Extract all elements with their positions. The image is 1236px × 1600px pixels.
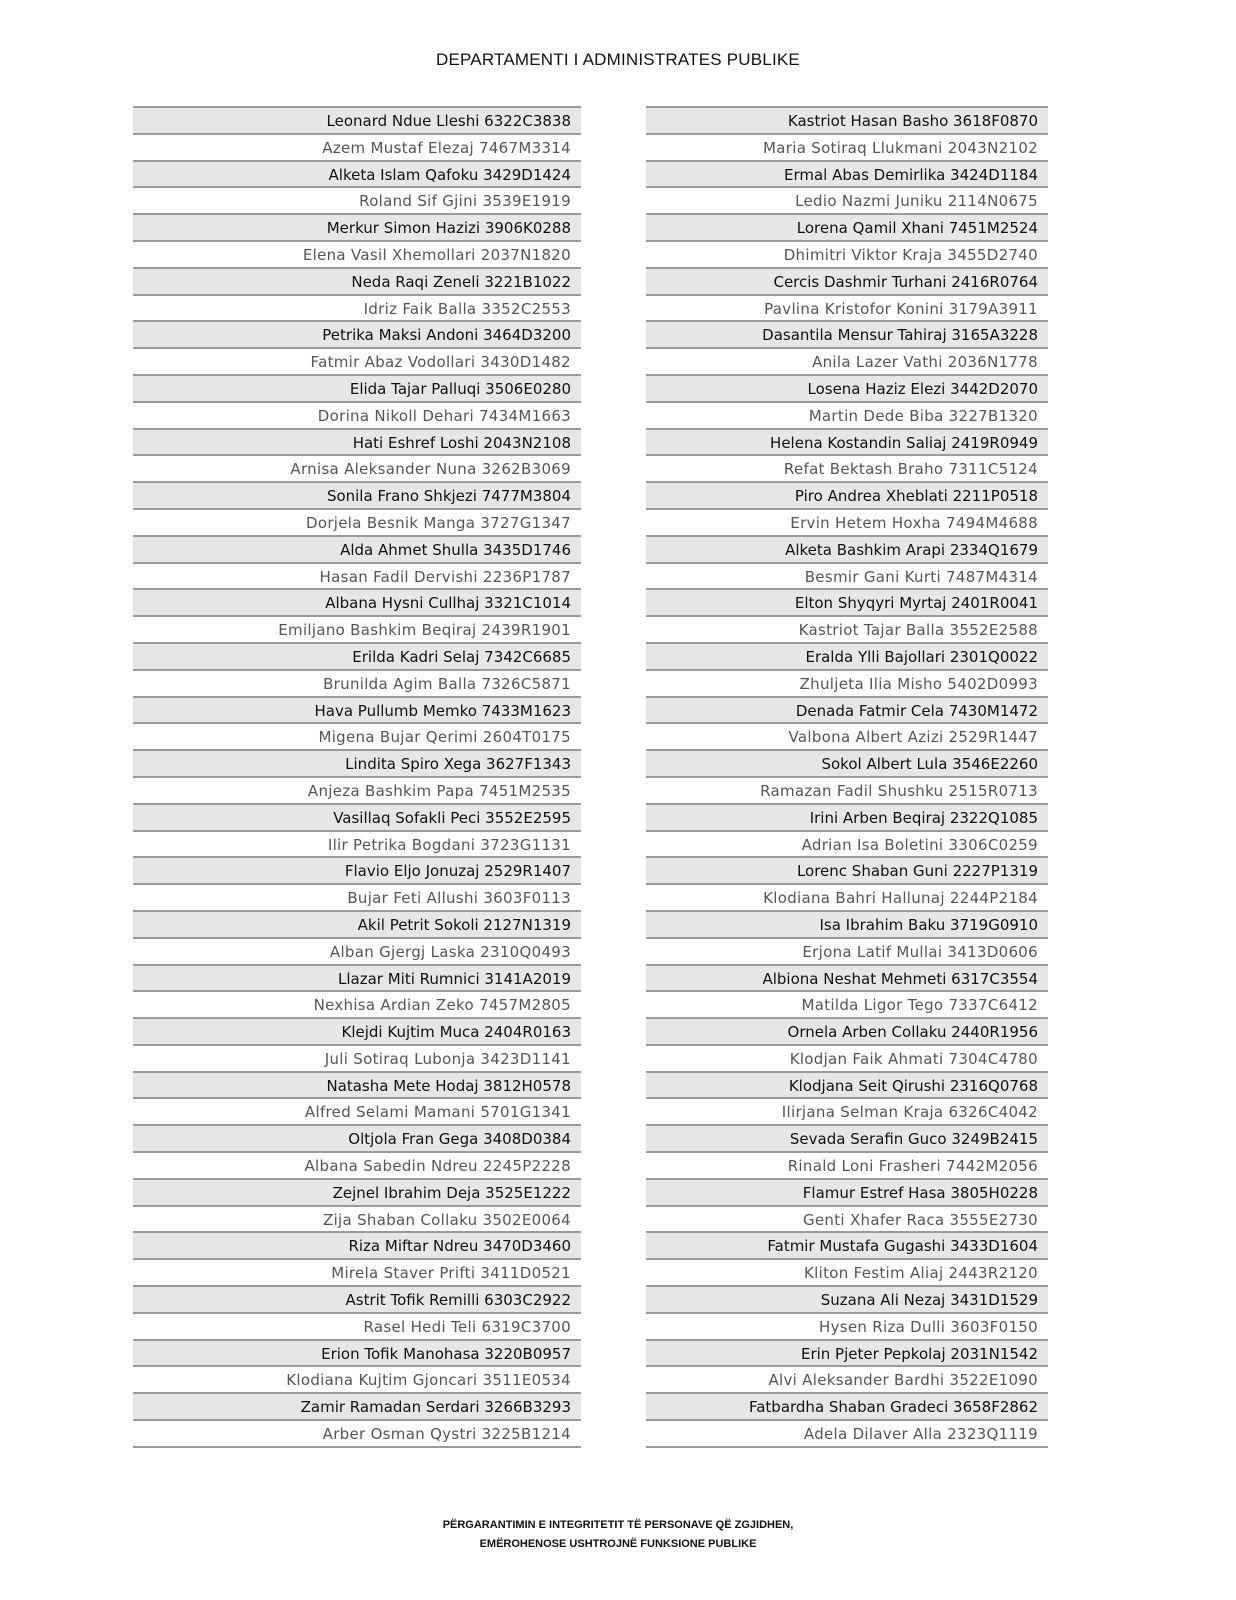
list-item: Alketa Bashkim Arapi 2334Q1679 (646, 537, 1048, 564)
list-item: Mirela Staver Prifti 3411D0521 (133, 1260, 581, 1287)
list-item: Hati Eshref Loshi 2043N2108 (133, 430, 581, 457)
list-item: Ervin Hetem Hoxha 7494M4688 (646, 510, 1048, 537)
list-item: Fatmir Mustafa Gugashi 3433D1604 (646, 1233, 1048, 1260)
list-item: Ermal Abas Demirlika 3424D1184 (646, 162, 1048, 189)
list-item: Eralda Ylli Bajollari 2301Q0022 (646, 644, 1048, 671)
list-item: Ledio Nazmi Juniku 2114N0675 (646, 188, 1048, 215)
list-item: Riza Miftar Ndreu 3470D3460 (133, 1233, 581, 1260)
list-item: Klejdi Kujtim Muca 2404R0163 (133, 1019, 581, 1046)
list-item: Hysen Riza Dulli 3603F0150 (646, 1314, 1048, 1341)
list-item: Alfred Selami Mamani 5701G1341 (133, 1099, 581, 1126)
list-item: Anjeza Bashkim Papa 7451M2535 (133, 778, 581, 805)
list-item: Sevada Serafin Guco 3249B2415 (646, 1126, 1048, 1153)
list-item: Sokol Albert Lula 3546E2260 (646, 751, 1048, 778)
list-item: Lorenc Shaban Guni 2227P1319 (646, 858, 1048, 885)
list-item: Erjona Latif Mullai 3413D0606 (646, 939, 1048, 966)
list-item: Piro Andrea Xheblati 2211P0518 (646, 483, 1048, 510)
list-item: Klodjana Seit Qirushi 2316Q0768 (646, 1073, 1048, 1100)
list-item: Alban Gjergj Laska 2310Q0493 (133, 939, 581, 966)
list-item: Bujar Feti Allushi 3603F0113 (133, 885, 581, 912)
list-item: Kastriot Hasan Basho 3618F0870 (646, 108, 1048, 135)
list-item: Roland Sif Gjini 3539E1919 (133, 188, 581, 215)
list-item: Lorena Qamil Xhani 7451M2524 (646, 215, 1048, 242)
list-item: Klodiana Bahri Hallunaj 2244P2184 (646, 885, 1048, 912)
list-item: Rasel Hedi Teli 6319C3700 (133, 1314, 581, 1341)
list-item: Erion Tofik Manohasa 3220B0957 (133, 1341, 581, 1368)
list-item: Sonila Frano Shkjezi 7477M3804 (133, 483, 581, 510)
list-item: Zamir Ramadan Serdari 3266B3293 (133, 1394, 581, 1421)
list-item: Adela Dilaver Alla 2323Q1119 (646, 1421, 1048, 1448)
list-item: Llazar Miti Rumnici 3141A2019 (133, 966, 581, 993)
list-item: Lindita Spiro Xega 3627F1343 (133, 751, 581, 778)
list-item: Suzana Ali Nezaj 3431D1529 (646, 1287, 1048, 1314)
list-item: Besmir Gani Kurti 7487M4314 (646, 564, 1048, 591)
list-item: Arnisa Aleksander Nuna 3262B3069 (133, 456, 581, 483)
list-item: Ilirjana Selman Kraja 6326C4042 (646, 1099, 1048, 1126)
list-item: Pavlina Kristofor Konini 3179A3911 (646, 296, 1048, 323)
list-item: Alvi Aleksander Bardhi 3522E1090 (646, 1367, 1048, 1394)
list-item: Dasantila Mensur Tahiraj 3165A3228 (646, 322, 1048, 349)
list-item: Albana Hysni Cullhaj 3321C1014 (133, 590, 581, 617)
page-title: DEPARTAMENTI I ADMINISTRATES PUBLIKE (436, 50, 800, 69)
list-item: Matilda Ligor Tego 7337C6412 (646, 992, 1048, 1019)
list-item: Helena Kostandin Saliaj 2419R0949 (646, 430, 1048, 457)
list-item: Vasillaq Sofakli Peci 3552E2595 (133, 805, 581, 832)
list-item: Alketa Islam Qafoku 3429D1424 (133, 162, 581, 189)
list-item: Natasha Mete Hodaj 3812H0578 (133, 1073, 581, 1100)
list-item: Zhuljeta Ilia Misho 5402D0993 (646, 671, 1048, 698)
footer (0, 1516, 1236, 1554)
list-item: Fatmir Abaz Vodollari 3430D1482 (133, 349, 581, 376)
list-item: Martin Dede Biba 3227B1320 (646, 403, 1048, 430)
list-item: Neda Raqi Zeneli 3221B1022 (133, 269, 581, 296)
list-item: Migena Bujar Qerimi 2604T0175 (133, 724, 581, 751)
list-item: Losena Haziz Elezi 3442D2070 (646, 376, 1048, 403)
list-item: Dorjela Besnik Manga 3727G1347 (133, 510, 581, 537)
list-item: Elida Tajar Palluqi 3506E0280 (133, 376, 581, 403)
list-item: Merkur Simon Hazizi 3906K0288 (133, 215, 581, 242)
list-item: Ramazan Fadil Shushku 2515R0713 (646, 778, 1048, 805)
list-item: Adrian Isa Boletini 3306C0259 (646, 832, 1048, 859)
list-item: Anila Lazer Vathi 2036N1778 (646, 349, 1048, 376)
list-item: Flavio Eljo Jonuzaj 2529R1407 (133, 858, 581, 885)
list-item: Valbona Albert Azizi 2529R1447 (646, 724, 1048, 751)
list-item: Ilir Petrika Bogdani 3723G1131 (133, 832, 581, 859)
list-item: Cercis Dashmir Turhani 2416R0764 (646, 269, 1048, 296)
list-item: Azem Mustaf Elezaj 7467M3314 (133, 135, 581, 162)
list-item: Zejnel Ibrahim Deja 3525E1222 (133, 1180, 581, 1207)
list-item: Genti Xhafer Raca 3555E2730 (646, 1207, 1048, 1234)
list-item: Erin Pjeter Pepkolaj 2031N1542 (646, 1341, 1048, 1368)
list-item: Fatbardha Shaban Gradeci 3658F2862 (646, 1394, 1048, 1421)
list-item: Denada Fatmir Cela 7430M1472 (646, 698, 1048, 725)
list-item: Refat Bektash Braho 7311C5124 (646, 456, 1048, 483)
right-name-list (646, 106, 1048, 1448)
list-item: Ornela Arben Collaku 2440R1956 (646, 1019, 1048, 1046)
list-item: Kliton Festim Aliaj 2443R2120 (646, 1260, 1048, 1287)
list-item: Arber Osman Qystri 3225B1214 (133, 1421, 581, 1448)
list-item: Flamur Estref Hasa 3805H0228 (646, 1180, 1048, 1207)
list-item: Klodjan Faik Ahmati 7304C4780 (646, 1046, 1048, 1073)
list-item: Elena Vasil Xhemollari 2037N1820 (133, 242, 581, 269)
list-item: Nexhisa Ardian Zeko 7457M2805 (133, 992, 581, 1019)
list-item: Klodiana Kujtim Gjoncari 3511E0534 (133, 1367, 581, 1394)
list-item: Rinald Loni Frasheri 7442M2056 (646, 1153, 1048, 1180)
list-item: Maria Sotiraq Llukmani 2043N2102 (646, 135, 1048, 162)
list-item: Akil Petrit Sokoli 2127N1319 (133, 912, 581, 939)
list-item: Zija Shaban Collaku 3502E0064 (133, 1207, 581, 1234)
list-item: Juli Sotiraq Lubonja 3423D1141 (133, 1046, 581, 1073)
list-item: Erilda Kadri Selaj 7342C6685 (133, 644, 581, 671)
list-item: Leonard Ndue Lleshi 6322C3838 (133, 108, 581, 135)
list-item: Emiljano Bashkim Beqiraj 2439R1901 (133, 617, 581, 644)
footer-line-2: EMËROHENOSE USHTROJNË FUNKSIONE PUBLIKE (479, 1538, 757, 1550)
list-item: Dhimitri Viktor Kraja 3455D2740 (646, 242, 1048, 269)
list-item: Hasan Fadil Dervishi 2236P1787 (133, 564, 581, 591)
list-item: Hava Pullumb Memko 7433M1623 (133, 698, 581, 725)
list-item: Oltjola Fran Gega 3408D0384 (133, 1126, 581, 1153)
list-item: Idriz Faik Balla 3352C2553 (133, 296, 581, 323)
footer-line-1: PËRGARANTIMIN E INTEGRITETIT TË PERSONAVE QË ZGJIDHEN, (442, 1519, 794, 1531)
list-item: Albiona Neshat Mehmeti 6317C3554 (646, 966, 1048, 993)
list-item: Kastriot Tajar Balla 3552E2588 (646, 617, 1048, 644)
list-item: Albana Sabedin Ndreu 2245P2228 (133, 1153, 581, 1180)
list-item: Astrit Tofik Remilli 6303C2922 (133, 1287, 581, 1314)
list-item: Petrika Maksi Andoni 3464D3200 (133, 322, 581, 349)
list-item: Isa Ibrahim Baku 3719G0910 (646, 912, 1048, 939)
list-item: Irini Arben Beqiraj 2322Q1085 (646, 805, 1048, 832)
left-name-list (133, 106, 581, 1448)
list-item: Brunilda Agim Balla 7326C5871 (133, 671, 581, 698)
list-item: Alda Ahmet Shulla 3435D1746 (133, 537, 581, 564)
list-item: Elton Shyqyri Myrtaj 2401R0041 (646, 590, 1048, 617)
list-item: Dorina Nikoll Dehari 7434M1663 (133, 403, 581, 430)
